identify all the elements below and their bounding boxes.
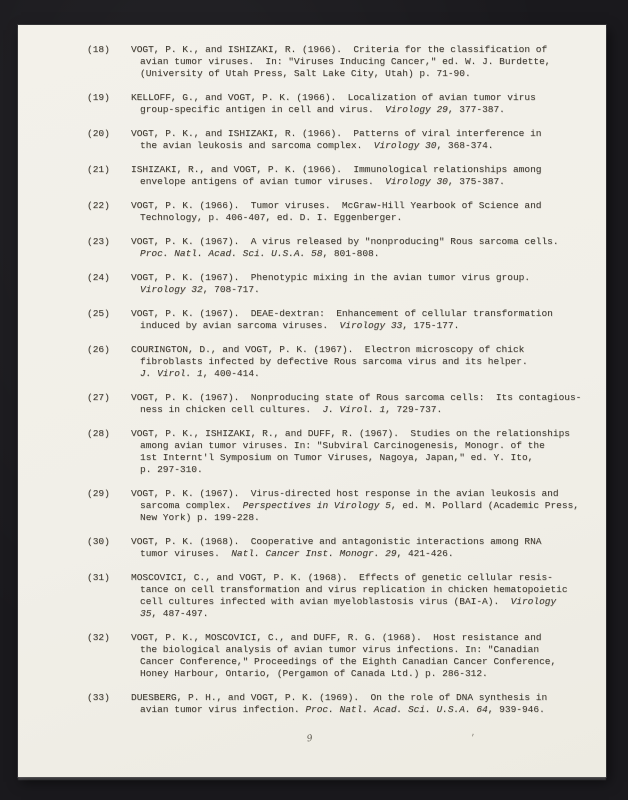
- reference-entry: [87, 632, 600, 680]
- entry-number: (19): [87, 92, 110, 103]
- stray-tick-mark: ': [467, 732, 476, 744]
- entry-text: VOGT, P. K., and ISHIZAKI, R. (1966). Criteria for the classification of avian tumor viruses. In: "Viruses Inducing Cancer," ed. W. J. Burdette, (University of Utah Press, Salt Lake City, Utah) p. 71-90.: [131, 44, 551, 79]
- entry-text: VOGT, P. K. (1967). Phenotypic mixing in the avian tumor virus group. Virology 32, 708-717.: [131, 272, 531, 295]
- entry-number: (29): [87, 488, 110, 499]
- reference-list: [18, 25, 606, 716]
- entry-number: (33): [87, 692, 110, 703]
- entry-number: (25): [87, 308, 110, 319]
- entry-text: VOGT, P. K., MOSCOVICI, C., and DUFF, R. G. (1968). Host resistance and the biological analysis of avian tumor virus infections. In: "Canadian Cancer Conference," Proceedings of the Eighth Canadian Cancer Conference, Honey Harbour, Ontario, (Pergamon of Canada Ltd.) p. 286-312.: [131, 632, 557, 679]
- reference-entry: [87, 392, 600, 416]
- entry-number: (23): [87, 236, 110, 247]
- entry-number: (32): [87, 632, 110, 643]
- entry-text: VOGT, P. K. (1968). Cooperative and antagonistic interactions among RNA tumor viruses. Natl. Cancer Inst. Monogr. 29, 421-426.: [131, 536, 542, 559]
- reference-entry: [87, 536, 600, 560]
- reference-entry: [87, 44, 600, 80]
- entry-text: ISHIZAKI, R., and VOGT, P. K. (1966). Immunological relationships among envelope antigens of avian tumor viruses. Virology 30, 375-387.: [131, 164, 542, 187]
- entry-text: VOGT, P. K., and ISHIZAKI, R. (1966). Patterns of viral interference in the avian leukosis and sarcoma complex. Virology 30, 368-374.: [131, 128, 542, 151]
- entry-text: COURINGTON, D., and VOGT, P. K. (1967). Electron microscopy of chick fibroblasts infected by defective Rous sarcoma virus and its helper. J. Virol. 1, 400-414.: [131, 344, 528, 379]
- document-page: [18, 25, 606, 777]
- entry-number: (30): [87, 536, 110, 547]
- entry-number: (20): [87, 128, 110, 139]
- entry-number: (27): [87, 392, 110, 403]
- entry-text: MOSCOVICI, C., and VOGT, P. K. (1968). Effects of genetic cellular resis- tance on cell transformation and virus replication in chicken hematopoietic cell cultures infected with avian myeloblastosis virus (BAI-A). Virology 35, 487-497.: [131, 572, 568, 619]
- entry-text: VOGT, P. K. (1967). Virus-directed host response in the avian leukosis and sarcoma complex. Perspectives in Virology 5, ed. M. Pollard (Academic Press, New York) p. 199-228.: [131, 488, 579, 523]
- entry-text: DUESBERG, P. H., and VOGT, P. K. (1969). On the role of DNA synthesis in avian tumor virus infection. Proc. Natl. Acad. Sci. U.S.A. 64, 939-946.: [131, 692, 548, 715]
- reference-entry: [87, 344, 600, 380]
- entry-text: VOGT, P. K. (1967). DEAE-dextran: Enhancement of cellular transformation induced by avian sarcoma viruses. Virology 33, 175-177.: [131, 308, 553, 331]
- reference-entry: [87, 200, 600, 224]
- reference-entry: [87, 488, 600, 524]
- entry-number: (21): [87, 164, 110, 175]
- reference-entry: [87, 164, 600, 188]
- reference-entry: [87, 272, 600, 296]
- reference-entry: [87, 308, 600, 332]
- entry-text: VOGT, P. K. (1967). A virus released by "nonproducing" Rous sarcoma cells. Proc. Natl. Acad. Sci. U.S.A. 58, 801-808.: [131, 236, 559, 259]
- entry-number: (18): [87, 44, 110, 55]
- entry-number: (24): [87, 272, 110, 283]
- reference-entry: [87, 572, 600, 620]
- reference-entry: [87, 128, 600, 152]
- stray-pencil-mark: 9: [306, 733, 314, 745]
- reference-entry: [87, 236, 600, 260]
- entry-number: (28): [87, 428, 110, 439]
- entry-number: (22): [87, 200, 110, 211]
- entry-text: VOGT, P. K. (1966). Tumor viruses. McGraw-Hill Yearbook of Science and Technology, p. 406-407, ed. D. I. Eggenberger.: [131, 200, 542, 223]
- entry-text: VOGT, P. K. (1967). Nonproducing state of Rous sarcoma cells: Its contagious- ness in chicken cell cultures. J. Virol. 1, 729-737.: [131, 392, 582, 415]
- entry-text: VOGT, P. K., ISHIZAKI, R., and DUFF, R. (1967). Studies on the relationships among avian tumor viruses. In: "Subviral Carcinogenesis, Monogr. of the 1st Internt'l Symposium on Tumor Viruses, Nagoya, Japan," ed. Y. Ito, p. 297-310.: [131, 428, 570, 475]
- reference-entry: [87, 92, 600, 116]
- entry-text: KELLOFF, G., and VOGT, P. K. (1966). Localization of avian tumor virus group-specific antigen in cell and virus. Virology 29, 377-387.: [131, 92, 536, 115]
- reference-entry: [87, 428, 600, 476]
- entry-number: (31): [87, 572, 110, 583]
- entry-number: (26): [87, 344, 110, 355]
- reference-entry: [87, 692, 600, 716]
